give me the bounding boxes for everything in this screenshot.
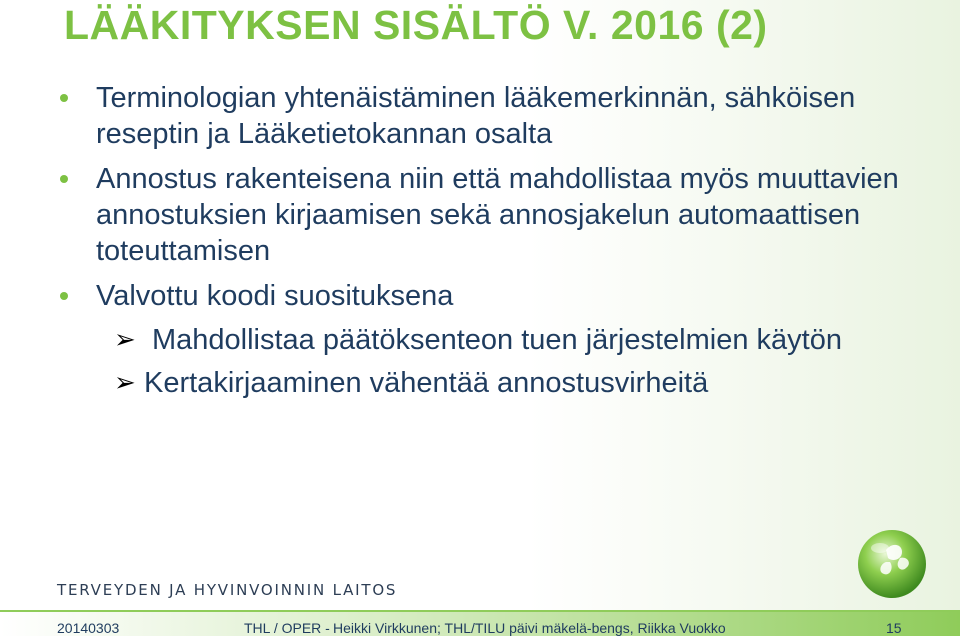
slide-content xyxy=(60,80,940,400)
arrowhead-icon: ➢ xyxy=(114,325,136,355)
page-number: 15 xyxy=(886,620,902,636)
footer-divider xyxy=(0,610,960,612)
sub-bullet-item xyxy=(60,324,852,357)
thl-globe-logo xyxy=(856,528,928,600)
bullet-dot-icon xyxy=(60,94,68,102)
slide-title: LÄÄKITYKSEN SISÄLTÖ V. 2016 (2) xyxy=(64,2,768,48)
footer-org: THL / OPER - xyxy=(244,620,330,636)
footer-date: 20140303 xyxy=(57,620,120,636)
bullet-dot-icon xyxy=(60,292,68,300)
arrowhead-icon: ➢ xyxy=(114,368,136,398)
bullet-item xyxy=(60,161,916,269)
bullet-text: Terminologian yhtenäistäminen lääkemerkinnän, sähköisen reseptin ja Lääketietokannan osalta xyxy=(96,82,856,150)
sub-bullet-text: Kertakirjaaminen vähentää annostusvirheitä xyxy=(144,367,709,399)
sub-bullet-text: Mahdollistaa päätöksenteon tuen järjestelmien käytön xyxy=(152,324,842,356)
sub-bullet-item xyxy=(60,367,940,400)
bullet-item xyxy=(60,278,940,314)
bullet-dot-icon xyxy=(60,175,68,183)
bullet-text: Valvottu koodi suosituksena xyxy=(96,280,454,312)
footer-authors: Heikki Virkkunen; THL/TILU päivi mäkelä-bengs, Riikka Vuokko xyxy=(333,620,726,636)
organization-name: TERVEYDEN JA HYVINVOINNIN LAITOS xyxy=(57,581,398,599)
bullet-text: Annostus rakenteisena niin että mahdollistaa myös muuttavien annostuksien kirjaamisen sekä annosjakelun automaattisen toteuttamisen xyxy=(96,163,899,267)
bullet-item xyxy=(60,80,856,152)
